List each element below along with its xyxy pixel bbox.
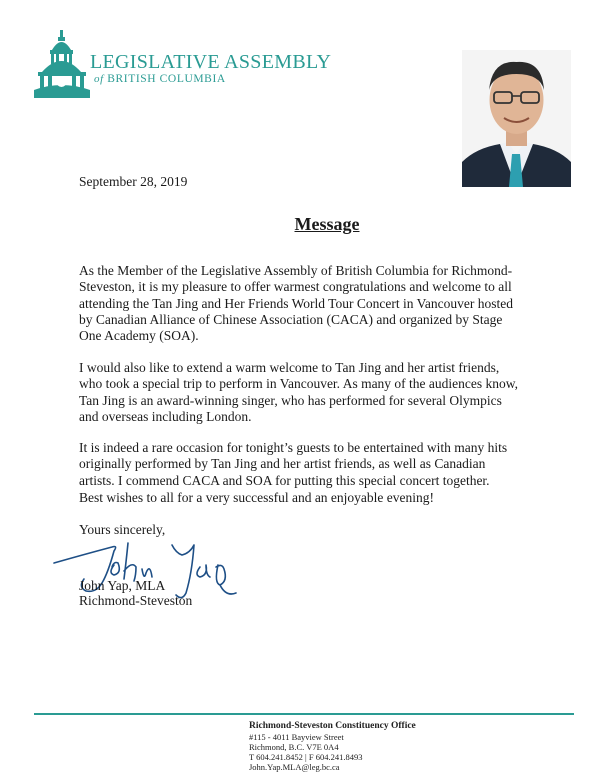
office-address-line: #115 - 4011 Bayview Street (249, 732, 344, 742)
org-subtitle (94, 73, 226, 85)
office-name: Richmond-Steveston Constituency Office (249, 721, 416, 731)
signer-riding: Richmond-Steveston (79, 593, 193, 608)
letter-paragraph: I would also like to extend a warm welcome to Tan Jing and her artist friends, who took a special trip to perform in Vancouver. As many of the audiences know, Tan Jing is an award-winning singer, who has performed for several Olympics and overseas including London. (79, 360, 519, 424)
letter-heading-text: Message (294, 214, 360, 234)
legislative-assembly-logo (34, 28, 334, 104)
letter-closing: Yours sincerely, (79, 522, 166, 537)
office-address-line: Richmond, B.C. V7E 0A4 (249, 742, 339, 752)
org-name: LEGISLATIVE ASSEMBLY (90, 51, 332, 73)
org-subtitle-text: BRITISH COLUMBIA (107, 73, 226, 85)
letter-heading (0, 214, 608, 235)
letter-paragraph: It is indeed a rare occasion for tonight’s guests to be entertained with many hits originally performed by Tan Jing and her artist friends, as well as Canadian artists. I commend CACA and SOA for putting this special concert together. (79, 440, 508, 488)
letter-date: September 28, 2019 (79, 174, 188, 189)
office-phone-fax: T 604.241.8452 | F 604.241.8493 (249, 752, 363, 762)
org-subtitle-prefix: of (94, 73, 104, 85)
letter-paragraph: Best wishes to all for a very successful and an enjoyable evening! (79, 490, 435, 505)
legislature-dome-icon (34, 28, 90, 104)
footer-address-block (249, 720, 416, 772)
mla-portrait-photo (462, 50, 571, 187)
letter-paragraph: As the Member of the Legislative Assembly of British Columbia for Richmond-Steveston, it is my pleasure to offer warmest congratulations and welcome to all attending the Tan Jing and Her Friends World Tour Concert in Vancouver hosted by Canadian Alliance of Chinese Association (CACA) and organized by Stage One Academy (SOA). (79, 263, 513, 344)
signer-name: John Yap, MLA (79, 578, 166, 593)
office-email: John.Yap.MLA@leg.bc.ca (249, 762, 340, 772)
footer-divider (34, 713, 574, 715)
